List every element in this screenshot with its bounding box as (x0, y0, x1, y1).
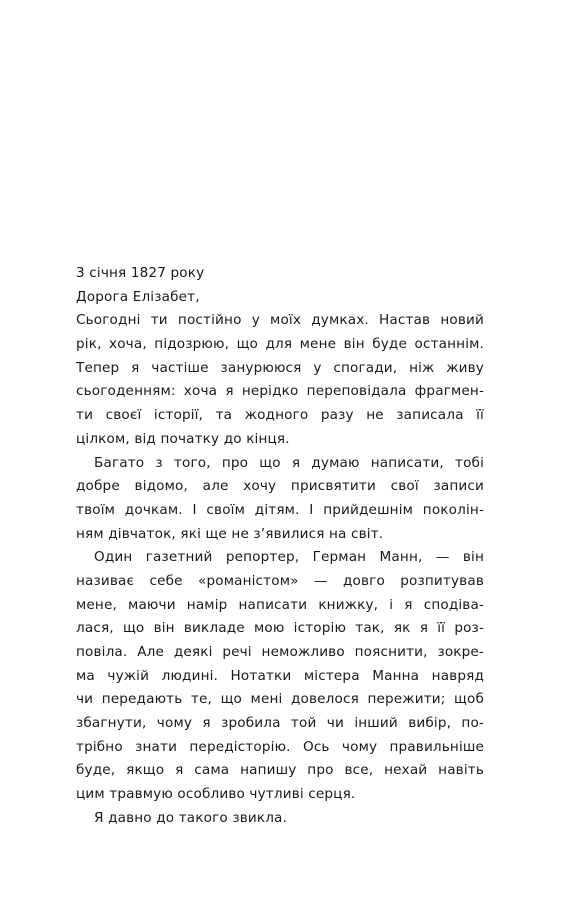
letter-line: Я давно до такого звикла. (94, 809, 288, 826)
letter-line: цим травмую особливо чутливі серця. (76, 786, 356, 803)
letter-line: Багато з того, про що я думаю написати, тобі (94, 454, 484, 471)
letter-salutation: Дорога Елізабет, (76, 288, 200, 305)
letter-text (76, 262, 484, 831)
letter-line: повіла. Але деякі речі неможливо пояснити, зокре- (76, 644, 484, 660)
letter-line: називає себе «романістом» — довго розпитував (76, 572, 484, 589)
letter-line: сьогоденням: хоча я нерідко переповідала фрагмен- (76, 383, 484, 400)
letter-date: 3 січня 1827 року (76, 265, 205, 281)
letter-line: чи передають те, що мені довелося пережити; щоб (76, 691, 484, 708)
letter-line: трібно знати передісторію. Ось чому правильніше (76, 738, 484, 755)
letter-line: мене, маючи намір написати книжку, і я сподіва- (76, 596, 484, 613)
letter-line: ма чужій людині. Нотатки містера Манна навряд (76, 667, 484, 684)
letter-line: твоїм дочкам. І своїм дітям. І прийдешнім поколін- (76, 501, 484, 518)
letter-line: рік, хоча, підозрюю, що для мене він буде останнім. (76, 336, 484, 353)
letter-line: цілком, від початку до кінця. (76, 430, 290, 447)
letter-line: Тепер я частіше занурююся у спогади, ніж живу (76, 359, 484, 376)
letter-line: Сьогодні ти постійно у моїх думках. Настав новий (76, 312, 484, 329)
letter-line: Один газетний репортер, Герман Манн, — він (94, 549, 484, 566)
letter-line: добре відомо, але хочу присвятити свої записи (76, 478, 484, 495)
letter-body (76, 309, 484, 830)
letter-line: збагнути, чому я зробила той чи інший вибір, по- (76, 715, 484, 732)
letter-line: ти своєї історії, та жодного разу не записала її (76, 407, 484, 424)
letter-line: буде, якщо я сама напишу про все, нехай навіть (76, 762, 484, 779)
letter-line: ням дівчаток, які ще не з’явилися на світ. (76, 525, 384, 542)
letter-line: лася, що він викладе мою історію так, як я її роз- (76, 620, 484, 637)
